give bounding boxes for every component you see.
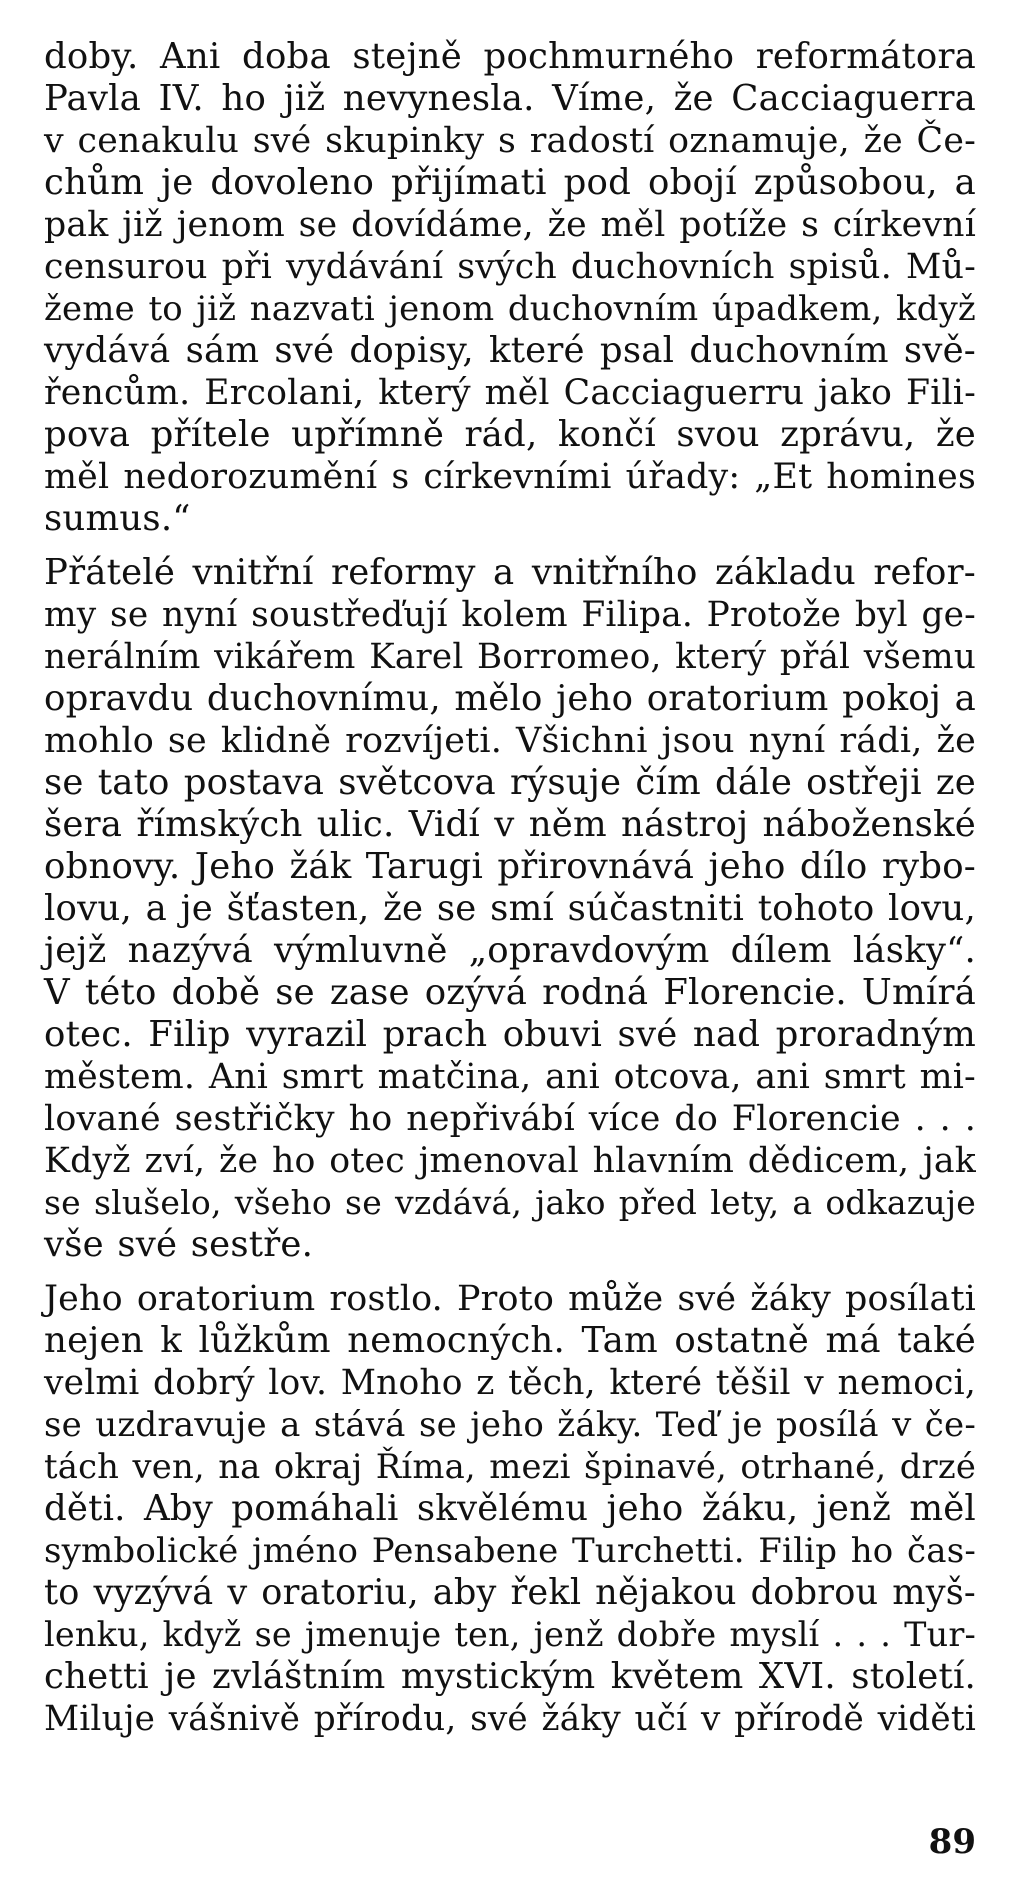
text-line: vydává sám své dopisy, které psal duchovním svě- bbox=[44, 330, 976, 371]
text-line: městem. Ani smrt matčina, ani otcova, ani smrt mi- bbox=[44, 1057, 976, 1097]
text-line: tách ven, na okraj Říma, mezi špinavé, otrhané, drzé bbox=[44, 1447, 976, 1486]
paragraph-spacer bbox=[44, 1266, 976, 1278]
text-line: se uzdravuje a stává se jeho žáky. Teď je posílá v če- bbox=[44, 1405, 976, 1445]
text-line: šera římských ulic. Vidí v něm nástroj náboženské bbox=[44, 804, 976, 845]
text-line: řencům. Ercolani, který měl Cacciaguerru jako Fili- bbox=[44, 373, 976, 413]
text-line: opravdu duchovnímu, mělo jeho oratorium pokoj a bbox=[44, 678, 976, 719]
text-line: mohlo se klidně rozvíjeti. Všichni jsou nyní rádi, že bbox=[44, 721, 976, 761]
text-line: doby. Ani doba stejně pochmurného reformátora bbox=[44, 36, 976, 77]
text-line: pova přítele upřímně rád, končí svou zprávu, že bbox=[44, 414, 976, 455]
text-line: censurou při vydávání svých duchovních spisů. Mů- bbox=[44, 247, 976, 287]
text-line: lované sestřičky ho nepřivábí více do Florencie . . . bbox=[44, 1099, 976, 1139]
text-line: nejen k lůžkům nemocných. Tam ostatně má také bbox=[44, 1320, 976, 1361]
page-number: 89 bbox=[928, 1822, 976, 1862]
text-line: nerálním vikářem Karel Borromeo, který přál všemu bbox=[44, 637, 976, 677]
text-line: jejž nazývá výmluvně „opravdovým dílem lásky“. bbox=[44, 930, 976, 971]
text-line: V této době se zase ozývá rodná Florencie. Umírá bbox=[44, 972, 976, 1013]
text-line: Když zví, že ho otec jmenoval hlavním dědicem, jak bbox=[44, 1141, 976, 1181]
text-line: sumus.“ bbox=[44, 498, 191, 539]
text-line: my se nyní soustřeďují kolem Filipa. Protože byl ge- bbox=[44, 595, 976, 635]
text-line: vše své sestře. bbox=[44, 1224, 314, 1265]
text-line: v cenakulu své skupinky s radostí oznamuje, že Če- bbox=[44, 121, 976, 161]
text-line: žeme to již nazvati jenom duchovním úpadkem, když bbox=[44, 289, 976, 328]
paragraph-2 bbox=[44, 552, 976, 972]
text-line: Pavla IV. ho již nevynesla. Víme, že Cacciaguerra bbox=[44, 78, 976, 119]
text-line: pak již jenom se dovídáme, že měl potíže s církevní bbox=[44, 205, 976, 245]
text-line: chetti je zvláštním mystickým květem XVI. století. bbox=[44, 1656, 976, 1697]
text-line: lovu, a je šťasten, že se smí súčastniti tohoto lovu, bbox=[44, 888, 976, 929]
text-line: Jeho oratorium rostlo. Proto může své žáky posílati bbox=[44, 1279, 976, 1319]
paragraph-1 bbox=[44, 36, 976, 540]
text-line: děti. Aby pomáhali skvělému jeho žáku, jenž měl bbox=[44, 1488, 976, 1529]
text-line: se slušelo, všeho se vzdává, jako před lety, a odkazuje bbox=[44, 1183, 976, 1222]
text-line: symbolické jméno Pensabene Turchetti. Filip ho čas- bbox=[44, 1531, 976, 1571]
paragraph-3 bbox=[44, 972, 976, 1266]
text-line: otec. Filip vyrazil prach obuvi své nad proradným bbox=[44, 1014, 976, 1055]
text-line: Miluje vášnivě přírodu, své žáky učí v přírodě viděti bbox=[44, 1699, 976, 1739]
paragraph-spacer bbox=[44, 540, 976, 552]
text-line: lenku, když se jmenuje ten, jenž dobře myslí . . . Tur- bbox=[44, 1615, 976, 1654]
text-line: chům je dovoleno přijímati pod obojí způsobou, a bbox=[44, 162, 976, 203]
body-text bbox=[44, 36, 976, 1740]
text-line: se tato postava světcova rýsuje čím dále ostřeji ze bbox=[44, 762, 976, 803]
paragraph-4 bbox=[44, 1278, 976, 1740]
text-line: obnovy. Jeho žák Tarugi přirovnává jeho dílo rybo- bbox=[44, 846, 976, 887]
text-line: velmi dobrý lov. Mnoho z těch, které těšil v nemoci, bbox=[44, 1363, 976, 1403]
text-line: měl nedorozumění s církevními úřady: „Et homines bbox=[44, 457, 976, 497]
text-line: Přátelé vnitřní reformy a vnitřního základu refor- bbox=[44, 552, 976, 593]
text-line: to vyzývá v oratoriu, aby řekl nějakou dobrou myš- bbox=[44, 1572, 976, 1613]
